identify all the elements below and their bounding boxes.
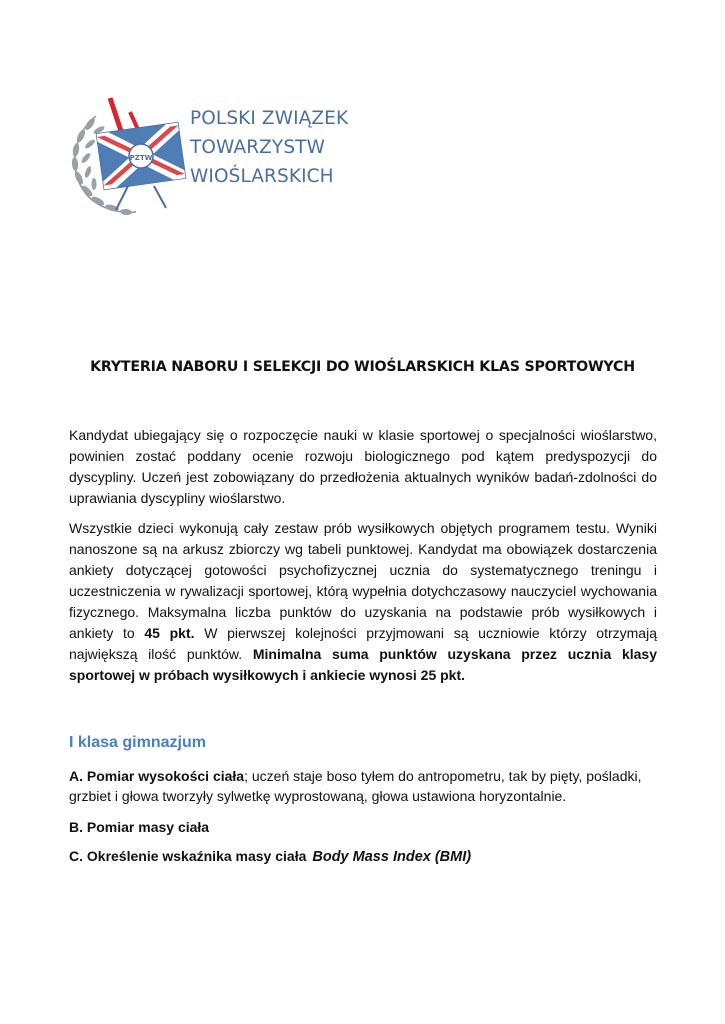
- max-points-value: 45 pkt.: [144, 625, 195, 641]
- pztw-logo: [66, 94, 196, 220]
- minimum-points-statement: Minimalna suma punktów uzyskana przez ucznia klasy sportowej w próbach wysiłkowych i ankiecie wynosi 25 pkt.: [69, 646, 657, 683]
- intro-paragraph: Kandydat ubiegający się o rozpoczęcie nauki w klasie sportowej o specjalności wioślarstwo, powinien zostać poddany ocenie rozwoju biologicznego pod kątem predyspozycji do dyscypliny. Uczeń jest zobowiązany do przedłożenia aktualnych wyników badań-zdolności do uprawiania dyscypliny wioślarstwo.: [69, 427, 657, 506]
- logo-monogram: PZTW: [129, 154, 153, 162]
- item-a-text: ; uczeń staje boso tyłem do antropometru, tak by pięty, pośladki, grzbiet i głowa tworzyły sylwetkę wyprostowaną, głowa ustawiona horyzontalnie.: [69, 768, 642, 804]
- item-c-label: C. Określenie wskaźnika masy ciała: [69, 848, 307, 864]
- organization-name: [190, 104, 348, 191]
- item-a-label: A. Pomiar wysokości ciała: [69, 768, 245, 784]
- item-b: [69, 817, 659, 837]
- item-a: [69, 766, 659, 806]
- organization-name-line-1: POLSKI ZWIĄZEK: [190, 108, 349, 129]
- rowing-federation-emblem-icon: [66, 94, 196, 220]
- item-c: [69, 846, 659, 867]
- document-title: KRYTERIA NABORU I SELEKCJI DO WIOŚLARSKICH KLAS SPORTOWYCH: [90, 359, 635, 375]
- section-heading: I klasa gimnazjum: [69, 734, 206, 751]
- rules-text-part1: Wszystkie dzieci wykonują cały zestaw prób wysiłkowych objętych programem testu. Wyniki nanoszone są na arkusz zbiorczy wg tabeli punktowej. Kandydat ma obowiązek dostarczenia ankiety dotyczącej gotowości psychofizycznej ucznia do systematycznego treningu i uczestniczenia w rywalizacji sportowej, którą wypełnia dotychczasowy nauczyciel wychowania fizycznego. Maksymalna liczba punktów do uzyskania na podstawie prób wysiłkowych i ankiety to: [69, 520, 657, 641]
- organization-name-line-2: TOWARZYSTW: [190, 137, 325, 158]
- item-b-label: B. Pomiar masy ciała: [69, 819, 210, 835]
- organization-name-line-3: WIOŚLARSKICH: [190, 166, 334, 187]
- rules-text-part2: W pierwszej kolejności przyjmowani są uczniowie którzy otrzymają największą ilość punktów.: [69, 625, 657, 662]
- bmi-term: Body Mass Index (BMI): [312, 849, 472, 865]
- rules-paragraph: [69, 518, 657, 686]
